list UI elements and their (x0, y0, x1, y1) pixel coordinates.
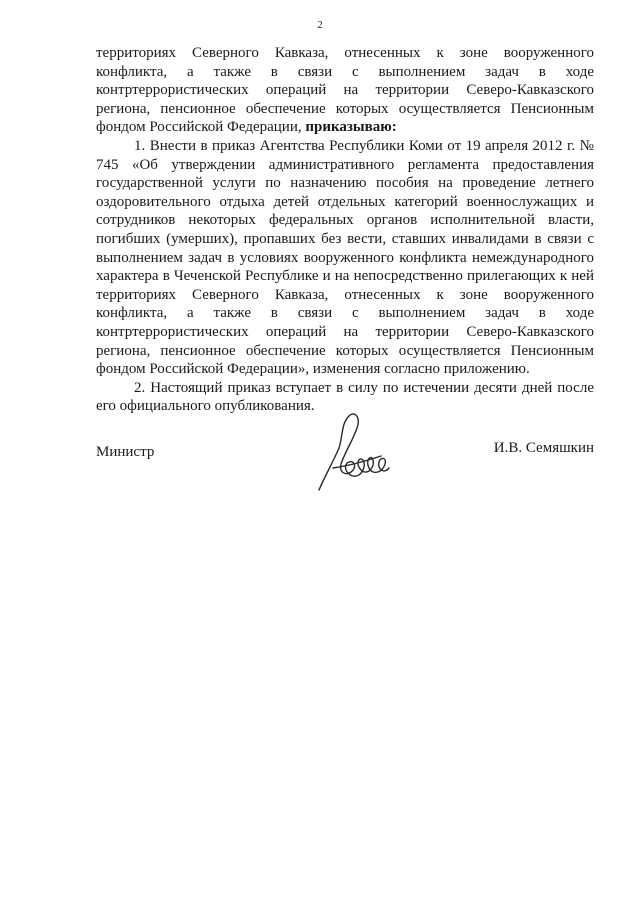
continuation-paragraph (96, 44, 594, 137)
signatory-role: Министр (96, 444, 155, 460)
page-number: 2 (317, 19, 323, 31)
signatory-name: И.В. Семяшкин (493, 440, 594, 456)
signature-block (96, 434, 594, 494)
handwritten-signature (311, 410, 391, 492)
document-body (96, 44, 594, 416)
order-item-1: 1. Внести в приказ Агентства Республики Коми от 19 апреля 2012 г. № 745 «Об утверждении административного регламента предоставления государственной услуги по назначению пособия на проведение летнего оздоровительного отдыха детей отдельных категорий военнослужащих и сотрудников некоторых федеральных органов исполнительной власти, погибших (умерших), пропавших без вести, ставших инвалидами в связи с выполнением задач в условиях вооруженного конфликта немеждународного характера в Чеченской Республике и на непосредственно прилегающих к ней территориях Северного Кавказа, отнесенных к зоне вооруженного конфликта, а также в связи с выполнением задач в ходе контртеррористических операций на территории Северо-Кавказского региона, пенсионное обеспечение которых осуществляется Пенсионным фондом Российской Федерации», изменения согласно приложению. (96, 137, 594, 378)
continuation-text: территориях Северного Кавказа, отнесенных к зоне вооруженного конфликта, а также в связи с выполнением задач в ходе контртеррористических операций на территории Северо-Кавказского региона, пенсионное обеспечение которых осуществляется Пенсионным фондом Российской Федерации, (96, 45, 594, 136)
order-word: приказываю: (305, 119, 397, 136)
order-item-2: 2. Настоящий приказ вступает в силу по истечении десяти дней после его официального опубликования. (96, 379, 594, 415)
